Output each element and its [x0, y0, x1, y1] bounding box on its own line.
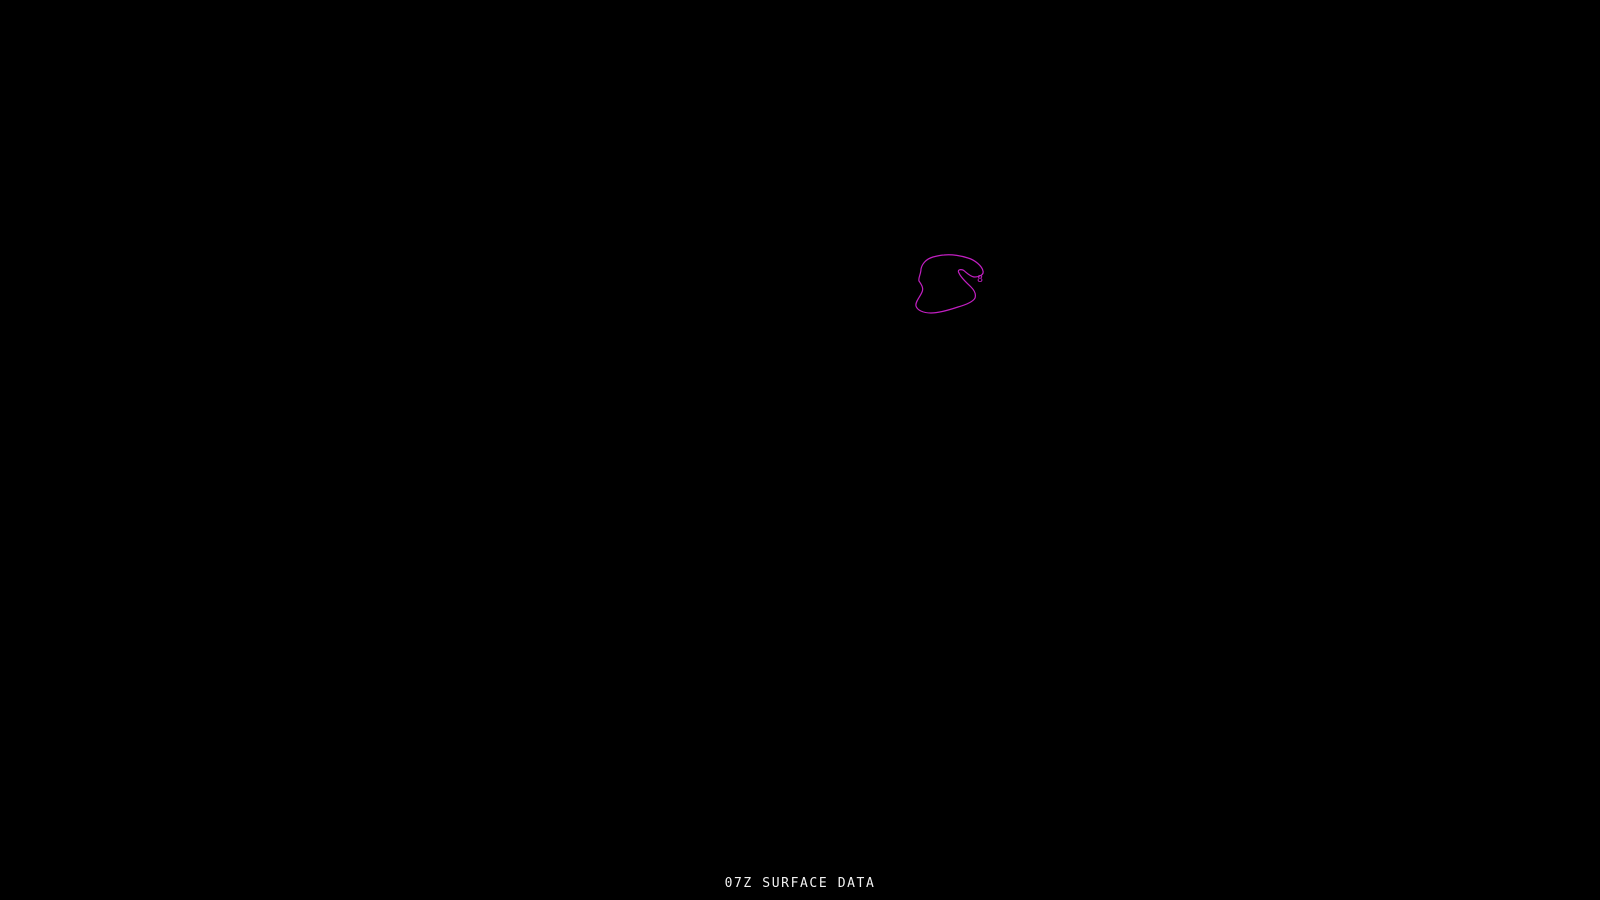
isobar-closed-low	[916, 255, 983, 313]
isobar-label-8: 8	[977, 274, 984, 285]
map-caption: 07Z SURFACE DATA	[724, 876, 876, 891]
